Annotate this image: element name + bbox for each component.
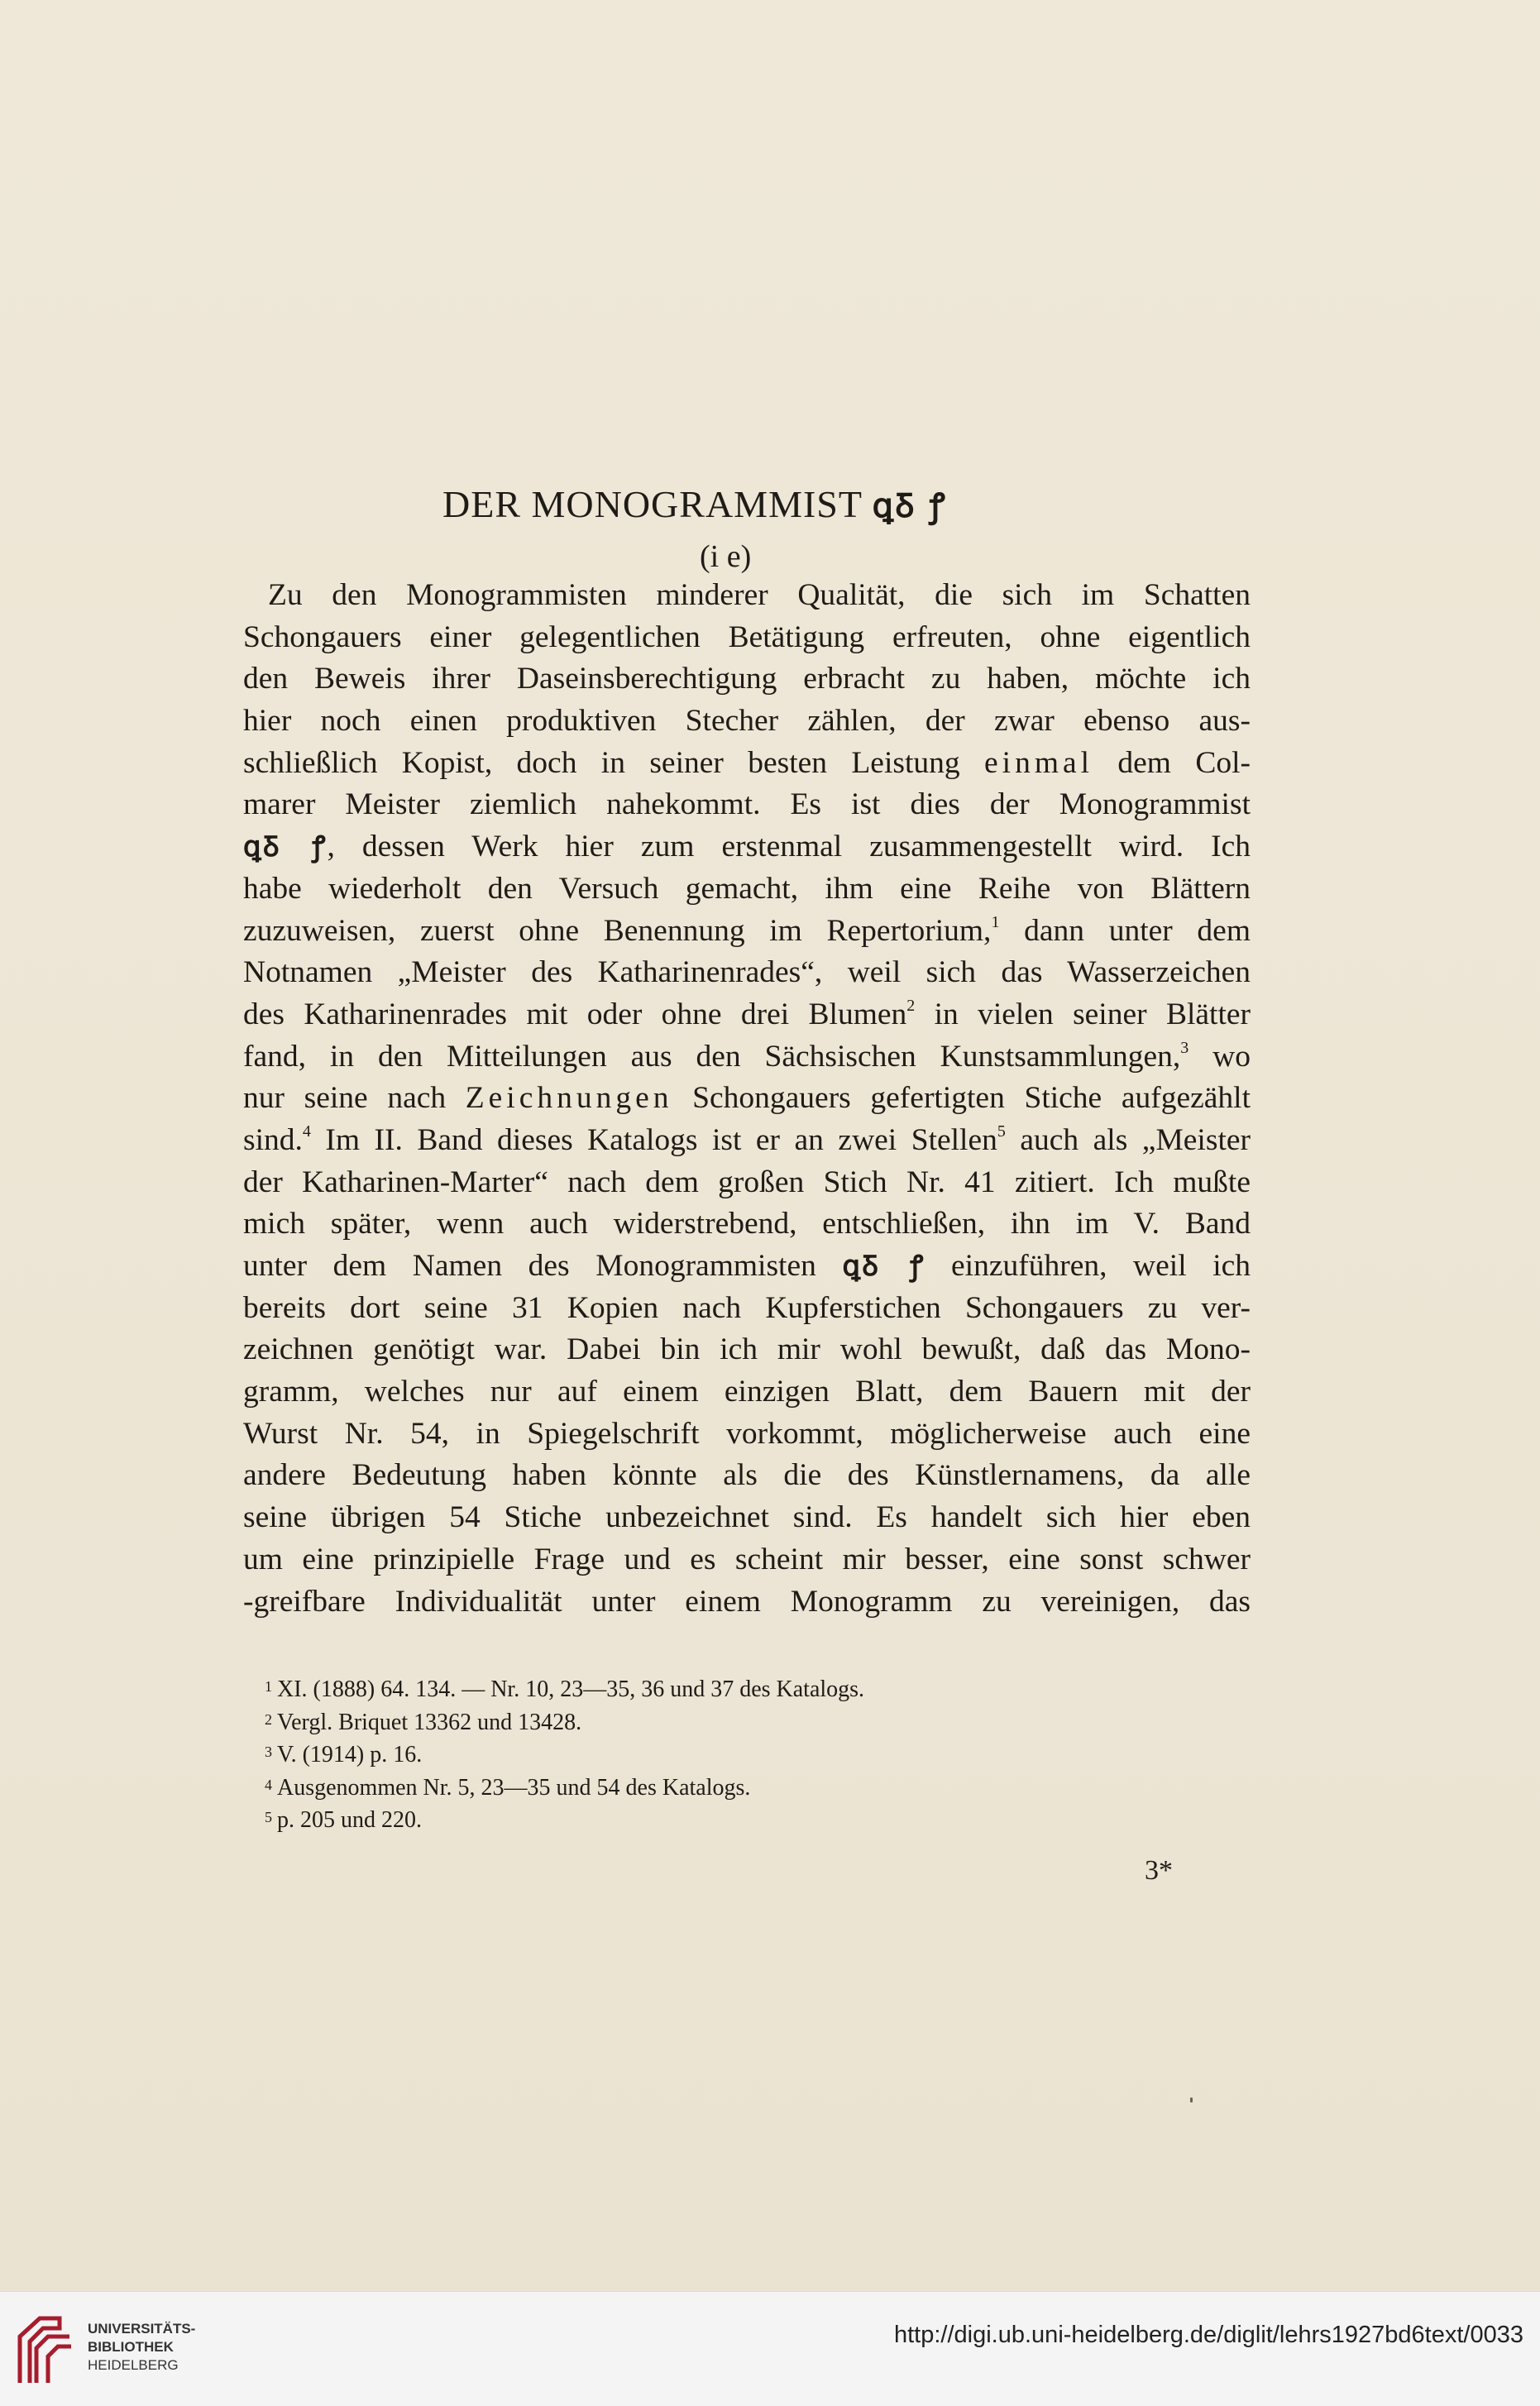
text-run: gramm, welches nur auf einem einzigen Blatt, dem Bauern mit der [243,1375,1251,1409]
text-run: Wurst Nr. 54, in Spiegelschrift vorkommt, möglicherweise auch eine [243,1416,1251,1451]
inline-monogram: ꝗꝽ ꝭ [842,1250,925,1283]
body-line [243,1455,1251,1497]
body-line [243,1078,1251,1120]
text-run: einzuführen, weil ich [925,1249,1251,1283]
text-run: seine übrigen 54 Stiche unbezeichnet sind. Es handelt sich hier eben [243,1500,1251,1535]
footnote-ref: 3 [1180,1038,1189,1057]
paper-speck [1190,2097,1193,2102]
footnote-text: Vergl. Briquet 13362 und 13428. [277,1709,582,1735]
footnote [265,1706,1092,1739]
text-run: sind. [243,1122,303,1157]
footnote-number: 4 [265,1776,272,1793]
text-run: dann unter dem [999,913,1251,948]
text-run: mich später, wenn auch widerstrebend, entschließen, ihn im V. Band [243,1207,1251,1241]
body-line [243,1581,1251,1624]
text-run: andere Bedeutung haben könnte als die des Künstlernamens, da alle [243,1458,1251,1493]
text-run: auch als „Meister [1005,1122,1251,1157]
text-run: zuzuweisen, zuerst ohne Benennung im Repertorium, [243,913,992,948]
text-run: Zu den Monogrammisten minderer Qualität, die sich im Schatten [268,578,1251,612]
text-run: unter dem Namen des Monogrammisten [243,1249,843,1283]
body-line [243,1288,1251,1330]
body-line [243,1371,1251,1413]
text-run: Im II. Band dieses Katalogs ist er an zwei Stellen [310,1122,997,1157]
text-run: wo [1188,1039,1251,1074]
body-line [243,994,1251,1036]
body-line [243,911,1251,953]
text-run: -greifbare Individualität unter einem Monogramm zu vereinigen, das [243,1584,1251,1619]
footnote [265,1772,1092,1805]
body-line [243,1539,1251,1581]
text-run: bereits dort seine 31 Kopien nach Kupferstichen Schongauers zu ver- [243,1290,1251,1325]
text-run: Schongauers gefertigten Stiche aufgezählt [672,1081,1251,1116]
body-line [243,1203,1251,1246]
body-line [243,575,1251,617]
body-line [243,1329,1251,1371]
text-run: marer Meister ziemlich nahekommt. Es ist dies der Monogrammist [243,787,1251,822]
footnote-ref: 2 [906,996,916,1015]
library-logo-icon [12,2312,78,2388]
text-run: , dessen Werk hier zum erstenmal zusammengestellt wird. Ich [327,830,1251,864]
library-line-3: HEIDELBERG [88,2357,179,2373]
footnote-ref: 1 [991,912,1000,931]
body-line [243,1413,1251,1456]
signature-mark: 3* [1145,1855,1173,1886]
text-run: schließlich Kopist, doch in seiner besten Leistung [243,745,984,780]
text-run: den Beweis ihrer Daseinsberechtigung erbracht zu haben, möchte ich [243,662,1251,696]
text-run: hier noch einen produktiven Stecher zählen, der zwar ebenso aus- [243,704,1251,739]
library-name [88,2320,195,2375]
text-run: um eine prinzipielle Frage und es scheint mir besser, eine sonst schwer [243,1542,1251,1576]
title-monogram: ꝗꝽ ꝭ [872,486,947,525]
body-line [243,1036,1251,1079]
text-run: Notnamen „Meister des Katharinenrades“, weil sich das Wasserzeichen [243,955,1251,990]
body-line [243,743,1251,785]
footnote-text: V. (1914) p. 16. [277,1742,423,1767]
library-line-2: BIBLIOTHEK [88,2339,174,2355]
library-line-1: UNIVERSITÄTS- [88,2321,196,2337]
body-line [243,868,1251,911]
footnote-number: 5 [265,1809,272,1825]
body-line [243,784,1251,826]
text-run: Schongauers einer gelegentlichen Betätigung erfreuten, ohne eigentlich [243,619,1251,654]
body-line [243,701,1251,743]
text-run: fand, in den Mitteilungen aus den Sächsischen Kunstsammlungen, [243,1039,1181,1074]
spaced-emphasis: Zeichnungen [465,1081,673,1116]
text-run: zeichnen genötigt war. Dabei bin ich mir wohl bewußt, daß das Mono- [243,1332,1251,1367]
inline-monogram: ꝗꝽ ꝭ [243,830,328,864]
permalink-url[interactable]: http://digi.ub.uni-heidelberg.de/diglit/lehrs1927bd6text/0033 [894,2322,1523,2348]
body-line [243,1246,1251,1288]
text-run: in vielen seiner Blätter [915,997,1251,1031]
footnote-number: 2 [265,1710,272,1728]
body-line [243,1497,1251,1539]
text-run: nur seine nach [243,1081,466,1116]
footnotes [265,1673,1092,1837]
text-run: des Katharinenrades mit oder ohne drei Blumen [243,997,907,1031]
body-line [243,658,1251,701]
text-run: dem Col- [1093,745,1251,780]
footnote-text: Ausgenommen Nr. 5, 23—35 und 54 des Katalogs. [277,1774,751,1801]
subtitle: (i e) [700,539,752,574]
body-line [243,826,1251,868]
footnote-text: XI. (1888) 64. 134. — Nr. 10, 23—35, 36 und 37 des Katalogs. [277,1677,865,1702]
body-line [243,1162,1251,1204]
footnote [265,1804,1092,1837]
footnote [265,1739,1092,1772]
footnote-ref: 4 [302,1122,311,1141]
spaced-emphasis: einmal [984,745,1094,780]
text-run: habe wiederholt den Versuch gemacht, ihm eine Reihe von Blättern [243,871,1251,906]
page-title [442,481,1187,527]
footnote-ref: 5 [997,1122,1006,1141]
body-line [243,952,1251,994]
footnote-text: p. 205 und 220. [277,1807,422,1833]
body-text [243,575,1251,1623]
title-text: DER MONOGRAMMIST [442,483,863,525]
footnote-number: 3 [265,1744,272,1760]
text-run: der Katharinen-Marter“ nach dem großen Stich Nr. 41 zitiert. Ich mußte [243,1165,1251,1199]
viewer-footer [0,2291,1540,2406]
footnote [265,1673,1092,1706]
body-line [243,1120,1251,1162]
footnote-number: 1 [265,1678,272,1695]
body-line [243,617,1251,659]
